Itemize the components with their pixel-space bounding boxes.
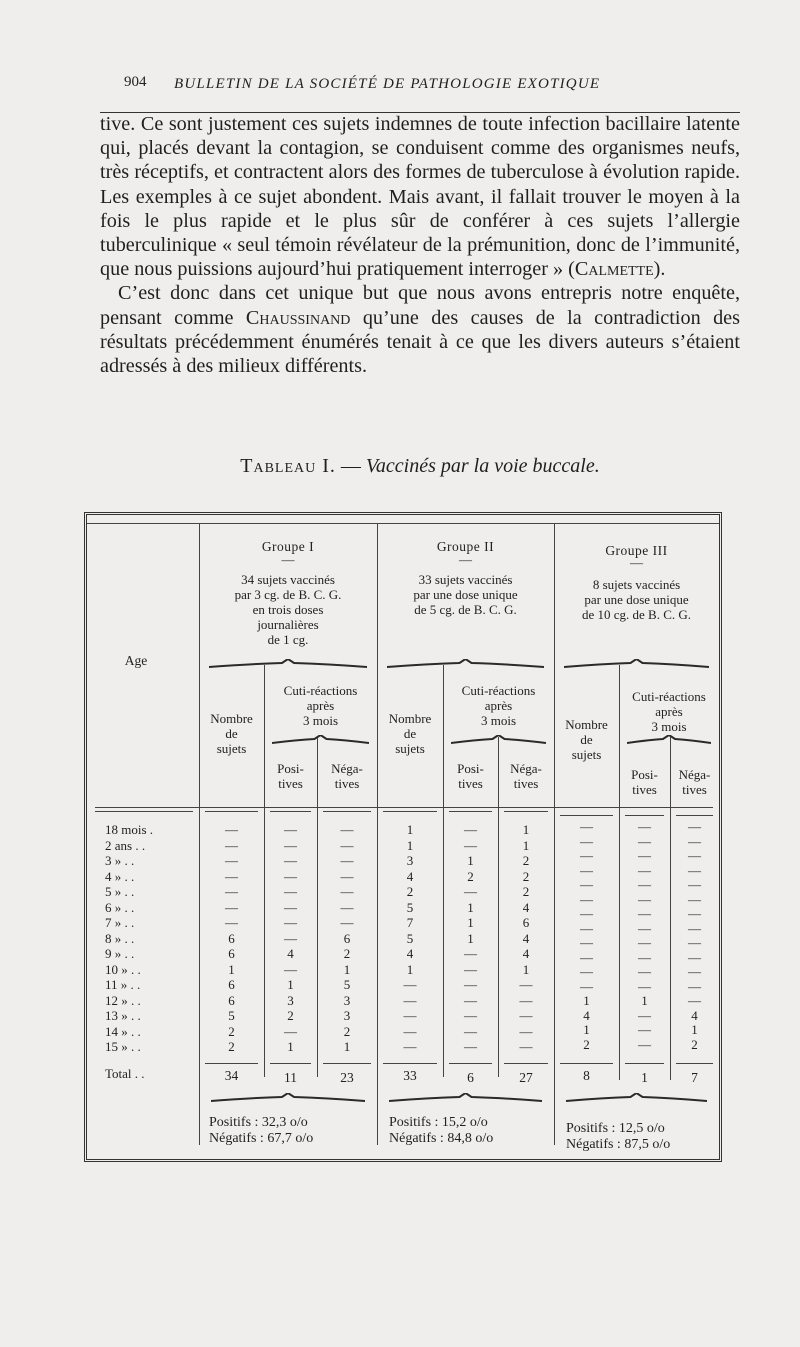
- group-2-counts-cell-10: —: [403, 977, 417, 992]
- group-2-counts-cell-5: 5: [406, 899, 414, 915]
- group-1-description-line-2: en trois doses: [252, 602, 324, 617]
- group-2-cuti-header: [443, 683, 554, 728]
- group-2-negatives-cell-11: —: [519, 992, 533, 1008]
- group-2-positives-cell-2: 1: [467, 853, 474, 868]
- group-3-negatives-cell-12: —: [688, 993, 701, 1009]
- group-1-header-brace: [209, 659, 367, 669]
- group-2-counts-cell-3: 4: [406, 868, 414, 884]
- group-1-counts-cell-0: —: [225, 822, 238, 837]
- group-3-cuti-header-line-1: après: [655, 704, 683, 719]
- group-3-negatives-cell-0: —: [688, 819, 701, 834]
- group-1-description: [199, 572, 377, 647]
- group-2-positives-cell-13: —: [464, 1023, 477, 1039]
- group-2-total-rule-2: [504, 1063, 548, 1064]
- group-2-neg-header-line-0: Néga-: [510, 761, 542, 776]
- running-title: BULLETIN DE LA SOCIÉTÉ DE PATHOLOGIE EXOTIQUE: [174, 76, 601, 92]
- group-3-negatives-cell-4: —: [688, 877, 701, 893]
- paragraph-2: [100, 281, 740, 378]
- page-header: [100, 72, 740, 113]
- group-1-summary-line-0: Positifs : 32,3 o/o: [209, 1115, 308, 1130]
- group-1-counts-cell-3: —: [225, 868, 238, 884]
- group-2-count-header-line-2: sujets: [395, 741, 425, 756]
- group-3-neg-header: [670, 767, 719, 797]
- group-2-negatives-cell-12: —: [519, 1008, 533, 1023]
- group-3-positives-cell-5: —: [638, 891, 651, 907]
- group-1-counts-cell-4: —: [225, 884, 238, 899]
- group-3-total-rule-0: [560, 1063, 613, 1064]
- group-2-cuti-brace: [451, 735, 546, 745]
- group-3-cuti-header-line-0: Cuti-réactions: [632, 689, 706, 704]
- group-2-negatives-cell-0: 1: [522, 822, 530, 837]
- group-1-positives-cell-14: 1: [287, 1039, 294, 1054]
- group-2-negatives-cell-7: 4: [522, 930, 530, 946]
- group-1-cuti-header-line-2: 3 mois: [302, 713, 339, 728]
- group-3-counts-cell-6: —: [580, 906, 593, 922]
- group-1-negatives-cell-10: 5: [343, 977, 351, 992]
- paragraph-1-text: tive. Ce sont justement ces sujets indemnes de toute infection bacillaire latente qui, placés devant la contagion, se conduisent comme des organismes neufs, très réceptifs, et contractent alors des formes de tuberculose à évolution rapide. Les exemples à ce sujet abondent. Mais avant, il fallait trouver le moyen à la fois le plus rapide et le plus sûr de conférer à ces sujets l’allergie tuberculinique « seul témoin révélateur de la prémunition, donc de l’immunité, que nous puissions aujourd’hui pratiquement interroger » (: [100, 113, 740, 281]
- group-3-counts-cell-13: 4: [583, 1007, 590, 1023]
- group-3-positives-cell-7: —: [638, 920, 651, 936]
- group-1-positives-cell-10: 1: [287, 977, 294, 992]
- group-3-count-header-line-1: de: [580, 732, 593, 747]
- group-3-negatives-cell-5: —: [688, 891, 701, 907]
- group-1-counts-cell-10: 6: [228, 977, 235, 992]
- group-2-cuti-header-line-2: 3 mois: [480, 713, 517, 728]
- group-2-pos-header-line-1: tives: [458, 776, 483, 791]
- group-1-cuti-brace: [272, 735, 369, 745]
- group-2-counts-cell-11: —: [403, 992, 417, 1008]
- group-1-positives-cell-2: —: [284, 853, 297, 868]
- group-2-pos-header: [443, 761, 498, 791]
- group-3-counts-cell-3: —: [580, 862, 593, 878]
- group-3-total-rule-1: [625, 1063, 664, 1064]
- group-1-subheader-rule-1: [270, 811, 311, 812]
- group-2-total-rule-0: [383, 1063, 437, 1064]
- group-1-negatives-cell-12: 3: [343, 1008, 351, 1023]
- group-1-counts-cell-8: 6: [228, 946, 235, 961]
- age-row-5: 6 » . .: [105, 899, 135, 915]
- group-1-cuti-header-line-0: Cuti-réactions: [283, 683, 358, 698]
- group-2-positives-cell-10: —: [464, 977, 477, 992]
- age-row-0: 18 mois .: [105, 822, 154, 837]
- group-2-counts-cell-14: —: [403, 1039, 417, 1054]
- group-3-header-brace: [564, 659, 709, 669]
- group-1-neg-header-line-1: tives: [334, 776, 360, 791]
- group-2-neg-header: [498, 761, 554, 791]
- group-1-total-positives: 11: [284, 1070, 297, 1085]
- group-1-negatives-cell-7: 6: [343, 930, 351, 946]
- group-1-positives-cell-4: —: [284, 884, 297, 899]
- group-3-negatives-column: [670, 820, 719, 1053]
- group-1-positives-cell-1: —: [284, 837, 297, 853]
- group-2-positives-cell-1: —: [464, 837, 477, 853]
- group-1-cuti-header: [264, 683, 377, 728]
- group-3-negatives-cell-6: —: [688, 906, 701, 922]
- group-1-negatives-cell-13: 2: [343, 1023, 351, 1039]
- group-3-count-header: [554, 717, 619, 762]
- group-1-title: Groupe I: [261, 539, 315, 554]
- group-2-counts-cell-12: —: [403, 1008, 417, 1023]
- age-row-1: 2 ans . .: [105, 837, 146, 853]
- group-2-subheader-rule-0: [383, 811, 437, 812]
- group-3-counts-cell-11: —: [580, 978, 593, 994]
- table-caption: [100, 455, 740, 478]
- group-3-pos-header-line-0: Posi-: [631, 767, 658, 782]
- group-3-negatives-cell-11: —: [688, 978, 701, 994]
- group-1-description-line-0: 34 sujets vaccinés: [241, 572, 335, 587]
- group-2-positives-cell-9: —: [464, 961, 477, 977]
- group-2-positives-cell-0: —: [464, 822, 477, 837]
- group-1-counts-cell-14: 2: [228, 1039, 235, 1054]
- group-2-negatives-cell-4: 2: [522, 884, 530, 899]
- header-bottom-rule: [95, 807, 713, 808]
- age-row-14: 15 » . .: [105, 1039, 141, 1054]
- group-2-positives-column: [443, 822, 498, 1055]
- group-1-positives-cell-12: 2: [287, 1008, 294, 1023]
- group-1-positives-cell-3: —: [284, 868, 297, 884]
- group-3-counts-cell-9: —: [580, 949, 593, 965]
- group-1-count-header: [199, 711, 264, 756]
- group-3-neg-header-line-1: tives: [682, 782, 707, 797]
- group-3-negatives-cell-15: 2: [691, 1036, 698, 1052]
- group-2-title-dash: —: [459, 552, 472, 567]
- group-1-description-line-4: de 1 cg.: [267, 632, 309, 647]
- group-3-positives-cell-15: —: [638, 1036, 651, 1052]
- group-2-subheader-rule-2: [504, 811, 548, 812]
- group-3-counts-cell-15: 2: [583, 1036, 590, 1052]
- group-2-negatives-cell-14: —: [519, 1039, 533, 1054]
- group-3-positives-cell-2: —: [638, 848, 651, 864]
- group-1-pos-header-line-1: tives: [278, 776, 303, 791]
- group-2-negatives-cell-13: —: [519, 1023, 533, 1039]
- group-2-count-header-line-0: Nombre: [388, 711, 432, 726]
- group-2-counts-cell-8: 4: [406, 946, 414, 961]
- age-header: Age: [124, 653, 148, 668]
- group-3-counts-cell-10: —: [580, 964, 593, 980]
- group-1-negatives-cell-9: 1: [343, 961, 351, 977]
- group-3-positives-cell-11: —: [638, 978, 651, 994]
- group-1-count-header-line-0: Nombre: [210, 711, 253, 726]
- group-3-summary: [566, 1121, 715, 1153]
- group-3-cuti-brace: [627, 735, 711, 745]
- group-1-negatives-cell-6: —: [340, 915, 354, 930]
- group-3-description: [554, 577, 719, 622]
- group-3-summary-line-0: Positifs : 12,5 o/o: [566, 1121, 665, 1136]
- group-2-negatives-cell-5: 4: [522, 899, 530, 915]
- group-2-pos-header-line-0: Posi-: [457, 761, 484, 776]
- group-2-cuti-header-line-1: après: [484, 698, 513, 713]
- group-3-positives-cell-9: —: [638, 949, 651, 965]
- group-1-subheader-rule-2: [323, 811, 371, 812]
- group-1-summary: [209, 1115, 371, 1147]
- group-3-counts-cell-0: —: [580, 819, 593, 834]
- group-2-summary: [389, 1115, 550, 1147]
- age-column: [105, 822, 195, 1055]
- group-3-counts-cell-7: —: [580, 920, 593, 936]
- group-3-counts-cell-4: —: [580, 877, 593, 893]
- group-2-count-header: [377, 711, 443, 756]
- group-1-counts-column: [199, 822, 264, 1055]
- group-1-positives-cell-7: —: [284, 930, 297, 946]
- author-chaussinand: Chaussinand: [245, 306, 351, 329]
- age-row-13: 14 » . .: [105, 1023, 141, 1039]
- group-3-positives-cell-10: —: [638, 964, 651, 980]
- group-3-subheader-rule-0: [560, 815, 613, 816]
- group-1-total-count: 34: [224, 1068, 239, 1083]
- group-2-total-count: 33: [403, 1068, 417, 1083]
- group-3-pos-header: [619, 767, 670, 797]
- group-1-negatives-column: [317, 822, 377, 1055]
- paragraph-1-end: ).: [653, 258, 666, 281]
- group-2-total-rule-1: [449, 1063, 492, 1064]
- age-row-8: 9 » . .: [105, 946, 135, 961]
- group-2-negatives-cell-2: 2: [522, 853, 530, 868]
- group-3-description-line-1: par une dose unique: [584, 592, 689, 607]
- group-2-header-brace: [387, 659, 544, 669]
- group-2-description-line-0: 33 sujets vaccinés: [418, 572, 513, 587]
- group-1-counts-cell-5: —: [225, 899, 238, 915]
- group-2-positives-cell-12: —: [464, 1008, 477, 1023]
- group-2-counts-cell-7: 5: [406, 930, 414, 946]
- group-3-positives-cell-4: —: [638, 877, 651, 893]
- group-3-negatives-cell-13: 4: [691, 1007, 698, 1023]
- group-2-positives-cell-5: 1: [467, 899, 474, 915]
- group-3-title-dash: —: [630, 555, 643, 570]
- group-1-count-header-line-1: de: [225, 726, 238, 741]
- group-2-negatives-cell-9: 1: [522, 961, 530, 977]
- group-1-negatives-cell-0: —: [340, 822, 354, 837]
- group-3-positives-cell-1: —: [638, 833, 651, 849]
- group-2-total-positives: 6: [467, 1070, 474, 1085]
- group-3-total-negatives: 7: [691, 1070, 698, 1085]
- age-row-7: 8 » . .: [105, 930, 135, 946]
- group-1-total-rule-1: [270, 1063, 311, 1064]
- group-2-description-line-2: de 5 cg. de B. C. G.: [414, 602, 517, 617]
- group-2-counts-cell-4: 2: [406, 884, 414, 899]
- group-3-summary-line-1: Négatifs : 87,5 o/o: [566, 1137, 671, 1152]
- group-2-negatives-cell-6: 6: [522, 915, 530, 930]
- age-row-9: 10 » . .: [105, 961, 141, 977]
- group-1-pos-header: [264, 761, 317, 791]
- group-1-negatives-cell-5: —: [340, 899, 354, 915]
- group-1-total-brace: [211, 1093, 365, 1103]
- group-2-negatives-column: [498, 822, 554, 1055]
- group-2-counts-cell-1: 1: [406, 837, 414, 853]
- group-3-positives-cell-8: —: [638, 935, 651, 951]
- total-label: Total . .: [105, 1066, 145, 1081]
- group-1-negatives-cell-14: 1: [343, 1039, 351, 1054]
- paragraph-2-end: qu’une des causes de la contradiction des résultats précédemment énumérés tenait à ce que les divers auteurs s’étaient adressés à des milieux différents.: [100, 306, 740, 378]
- group-1-negatives-cell-2: —: [340, 853, 354, 868]
- group-2-summary-line-0: Positifs : 15,2 o/o: [389, 1115, 488, 1130]
- group-1-cuti-header-line-1: après: [306, 698, 335, 713]
- group-2-negatives-cell-1: 1: [522, 837, 530, 853]
- group-1-title-dash: —: [281, 552, 295, 567]
- paragraph-2-text: C’est donc dans cet unique but que nous avons entrepris notre enquête, pensant comme: [100, 282, 740, 329]
- group-1-description-line-3: journalières: [257, 617, 319, 632]
- age-row-4: 5 » . .: [105, 884, 135, 899]
- group-2-subheader-rule-1: [449, 811, 492, 812]
- table-caption-label: Tableau I.: [240, 455, 336, 477]
- group-1-subheader-rule-0: [205, 811, 258, 812]
- group-1-negatives-cell-11: 3: [343, 992, 351, 1008]
- group-3-negatives-cell-7: —: [688, 920, 701, 936]
- group-1-positives-cell-11: 3: [287, 992, 294, 1008]
- group-3-negatives-cell-3: —: [688, 862, 701, 878]
- table-caption-title: Vaccinés par la voie buccale.: [365, 455, 600, 477]
- group-1-positives-cell-8: 4: [287, 946, 294, 961]
- group-1-counts-cell-6: —: [225, 915, 238, 930]
- group-1-positives-cell-0: —: [284, 822, 297, 837]
- group-1-description-line-1: par 3 cg. de B. C. G.: [234, 587, 342, 602]
- age-row-3: 4 » . .: [105, 868, 135, 884]
- group-2-total-brace: [389, 1093, 542, 1103]
- group-1-counts-cell-1: —: [225, 837, 238, 853]
- group-1-counts-cell-12: 5: [228, 1008, 235, 1023]
- group-2-summary-line-1: Négatifs : 84,8 o/o: [389, 1131, 494, 1146]
- group-3-description-line-2: de 10 cg. de B. C. G.: [581, 607, 692, 622]
- group-1-count-header-line-2: sujets: [216, 741, 247, 756]
- page-number: 904: [124, 74, 147, 90]
- group-3-subheader-rule-2: [676, 815, 713, 816]
- age-row-11: 12 » . .: [105, 992, 141, 1008]
- group-3-negatives-cell-8: —: [688, 935, 701, 951]
- group-1-neg-header: [317, 761, 377, 791]
- group-2-positives-cell-11: —: [464, 992, 477, 1008]
- group-2-description: [377, 572, 554, 617]
- group-1-negatives-cell-3: —: [340, 868, 354, 884]
- group-3-total-rule-2: [676, 1063, 713, 1064]
- group-3-count-header-line-2: sujets: [571, 747, 602, 762]
- group-2-title: Groupe II: [436, 539, 495, 554]
- group-3-positives-cell-6: —: [638, 906, 651, 922]
- age-row-2: 3 » . .: [105, 853, 135, 868]
- group-1-positives-column: [264, 822, 317, 1055]
- group-3-negatives-cell-2: —: [688, 848, 701, 864]
- group-2-negatives-cell-10: —: [519, 977, 533, 992]
- group-1-total-negatives: 23: [340, 1070, 354, 1085]
- group-3-total-count: 8: [583, 1068, 590, 1083]
- group-3-count-header-line-0: Nombre: [565, 717, 608, 732]
- group-3-cuti-header-line-2: 3 mois: [651, 719, 687, 734]
- group-2-total-negatives: 27: [519, 1070, 533, 1085]
- group-3-neg-header-line-0: Néga-: [678, 767, 711, 782]
- group-2-counts-cell-13: —: [403, 1023, 417, 1039]
- group-1-total-rule-0: [205, 1063, 258, 1064]
- group-2-counts-cell-6: 7: [406, 915, 414, 930]
- group-3-counts-cell-5: —: [580, 891, 593, 907]
- group-3-positives-cell-14: —: [638, 1022, 651, 1038]
- group-3-total-positives: 1: [641, 1070, 648, 1085]
- author-calmette: Calmette: [574, 258, 654, 281]
- group-1-counts-cell-7: 6: [228, 930, 235, 946]
- group-2-count-header-line-1: de: [403, 726, 417, 741]
- group-1-negatives-cell-8: 2: [343, 946, 351, 961]
- group-3-counts-cell-2: —: [580, 848, 593, 864]
- group-3-cuti-header: [619, 689, 719, 734]
- table-caption-separator: —: [340, 455, 361, 477]
- group-1-counts-cell-11: 6: [228, 992, 235, 1008]
- group-1-positives-cell-6: —: [284, 915, 297, 930]
- group-2-positives-cell-3: 2: [467, 868, 474, 884]
- group-2-counts-column: [377, 822, 443, 1055]
- group-3-negatives-cell-14: 1: [691, 1022, 698, 1038]
- group-2-positives-cell-7: 1: [467, 930, 474, 946]
- group-2-description-line-1: par une dose unique: [413, 587, 518, 602]
- group-3-positives-cell-12: 1: [641, 993, 648, 1009]
- group-1-total-rule-2: [323, 1063, 371, 1064]
- age-row-10: 11 » . .: [105, 977, 141, 992]
- age-row-6: 7 » . .: [105, 915, 135, 930]
- group-2-negatives-cell-3: 2: [522, 868, 530, 884]
- paragraph-1: [100, 112, 740, 281]
- group-3-description-line-0: 8 sujets vaccinés: [592, 577, 681, 592]
- group-2-positives-cell-4: —: [464, 884, 477, 899]
- group-3-negatives-cell-1: —: [688, 833, 701, 849]
- body-text: [100, 112, 740, 378]
- group-3-counts-cell-12: 1: [583, 993, 590, 1009]
- table-top-rule: [87, 523, 719, 524]
- group-3-negatives-cell-9: —: [688, 949, 701, 965]
- group-3-positives-column: [619, 820, 670, 1053]
- group-2-positives-cell-14: —: [464, 1039, 477, 1054]
- group-2-negatives-cell-8: 4: [522, 946, 530, 961]
- group-3-counts-cell-8: —: [580, 935, 593, 951]
- group-1-negatives-cell-4: —: [340, 884, 354, 899]
- group-2-positives-cell-8: —: [464, 946, 477, 961]
- group-1-positives-cell-13: —: [284, 1023, 297, 1039]
- group-2-counts-cell-0: 1: [406, 822, 414, 837]
- group-3-counts-cell-1: —: [580, 833, 593, 849]
- group-1-summary-line-1: Négatifs : 67,7 o/o: [209, 1131, 314, 1146]
- group-1-negatives-cell-1: —: [340, 837, 354, 853]
- group-3-negatives-cell-10: —: [688, 964, 701, 980]
- age-header-rule: [95, 811, 193, 812]
- group-1-neg-header-line-0: Néga-: [331, 761, 363, 776]
- group-3-counts-column: [554, 820, 619, 1053]
- group-3-total-brace: [566, 1093, 707, 1103]
- group-1-positives-cell-9: —: [284, 961, 297, 977]
- group-1-counts-cell-9: 1: [228, 961, 235, 977]
- group-3-title: Groupe III: [605, 543, 668, 558]
- group-3-pos-header-line-1: tives: [632, 782, 657, 797]
- group-2-counts-cell-9: 1: [406, 961, 414, 977]
- group-1-counts-cell-13: 2: [228, 1023, 235, 1039]
- group-3-counts-cell-14: 1: [583, 1022, 590, 1038]
- age-row-12: 13 » . .: [105, 1008, 141, 1023]
- group-3-positives-cell-3: —: [638, 862, 651, 878]
- group-2-positives-cell-6: 1: [467, 915, 474, 930]
- vaccination-table: [84, 512, 722, 1162]
- group-2-neg-header-line-1: tives: [513, 776, 539, 791]
- group-2-counts-cell-2: 3: [406, 853, 414, 868]
- group-2-cuti-header-line-0: Cuti-réactions: [461, 683, 536, 698]
- group-3-positives-cell-13: —: [638, 1007, 651, 1023]
- group-3-subheader-rule-1: [625, 815, 664, 816]
- group-1-positives-cell-5: —: [284, 899, 297, 915]
- group-3-positives-cell-0: —: [638, 819, 651, 834]
- group-1-pos-header-line-0: Posi-: [277, 761, 304, 776]
- group-1-counts-cell-2: —: [225, 853, 238, 868]
